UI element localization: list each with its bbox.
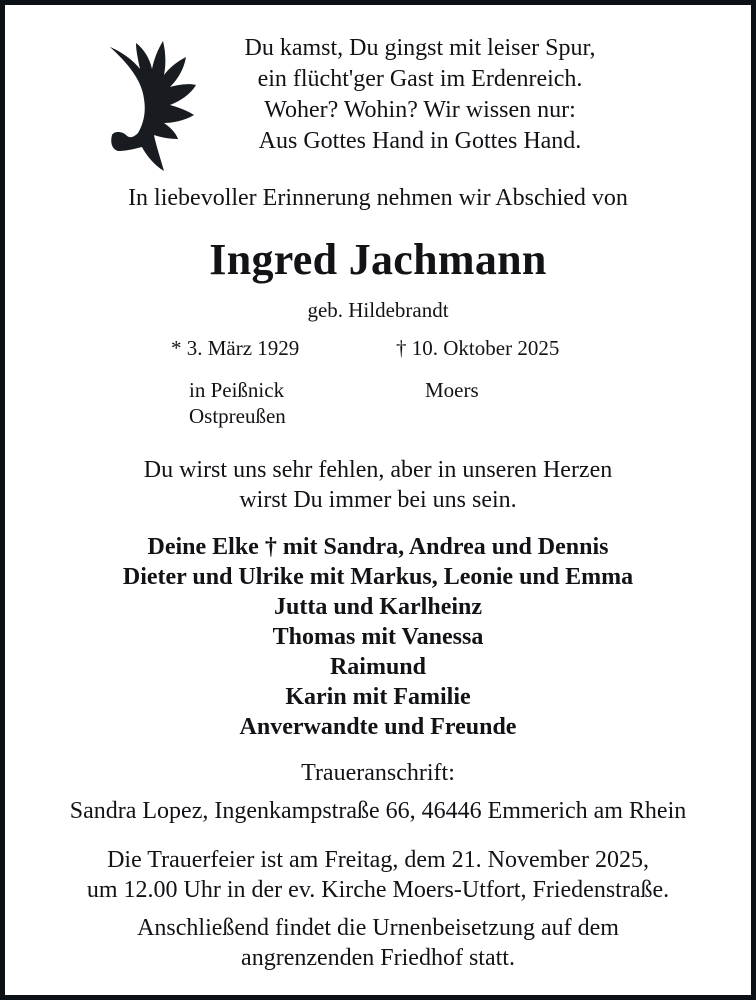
poem-line: ein flücht'ger Gast im Erdenreich. xyxy=(257,66,583,92)
farewell-line: Du wirst uns sehr fehlen, aber in unseren Herzen xyxy=(143,457,613,483)
birth-place-line: Ostpreußen xyxy=(189,404,286,428)
service-line: Die Trauerfeier ist am Freitag, dem 21. November 2025, xyxy=(107,847,649,873)
burial-line: angrenzenden Friedhof statt. xyxy=(241,945,515,971)
service-info xyxy=(5,845,751,905)
mourning-address-label: Traueranschrift: xyxy=(301,760,455,786)
wing-icon xyxy=(106,39,200,175)
mourning-address: Sandra Lopez, Ingenkampstraße 66, 46446 Emmerich am Rhein xyxy=(69,798,687,824)
family-line: Karin mit Familie xyxy=(285,684,471,710)
birth-place xyxy=(189,377,286,429)
farewell-line: wirst Du immer bei uns sein. xyxy=(239,487,517,513)
burial-info xyxy=(5,913,751,973)
family-line: Anverwandte und Freunde xyxy=(239,714,517,740)
intro-text: In liebevoller Erinnerung nehmen wir Abschied von xyxy=(128,185,628,211)
death-date: † 10. Oktober 2025 xyxy=(396,336,560,360)
obituary-notice xyxy=(5,5,751,995)
burial-line: Anschließend findet die Urnenbeisetzung auf dem xyxy=(137,915,619,941)
poem-line: Woher? Wohin? Wir wissen nur: xyxy=(264,97,576,123)
poem xyxy=(205,33,635,157)
service-line: um 12.00 Uhr in der ev. Kirche Moers-Utfort, Friedenstraße. xyxy=(86,877,670,903)
farewell-text xyxy=(5,455,751,515)
poem-line: Du kamst, Du gingst mit leiser Spur, xyxy=(244,35,596,61)
birth-place-line: in Peißnick xyxy=(189,378,285,402)
family-line: Thomas mit Vanessa xyxy=(272,624,484,650)
family-line: Raimund xyxy=(329,654,427,680)
family-line: Dieter und Ulrike mit Markus, Leonie und Emma xyxy=(122,564,634,590)
poem-line: Aus Gottes Hand in Gottes Hand. xyxy=(258,128,582,154)
birth-date: * 3. März 1929 xyxy=(171,336,300,360)
family-line: Jutta und Karlheinz xyxy=(273,594,483,620)
family-line: Deine Elke † mit Sandra, Andrea und Dennis xyxy=(147,534,609,560)
death-place: Moers xyxy=(425,378,479,402)
family-list xyxy=(5,532,751,742)
maiden-name: geb. Hildebrandt xyxy=(307,298,449,322)
deceased-name: Ingred Jachmann xyxy=(209,235,547,284)
